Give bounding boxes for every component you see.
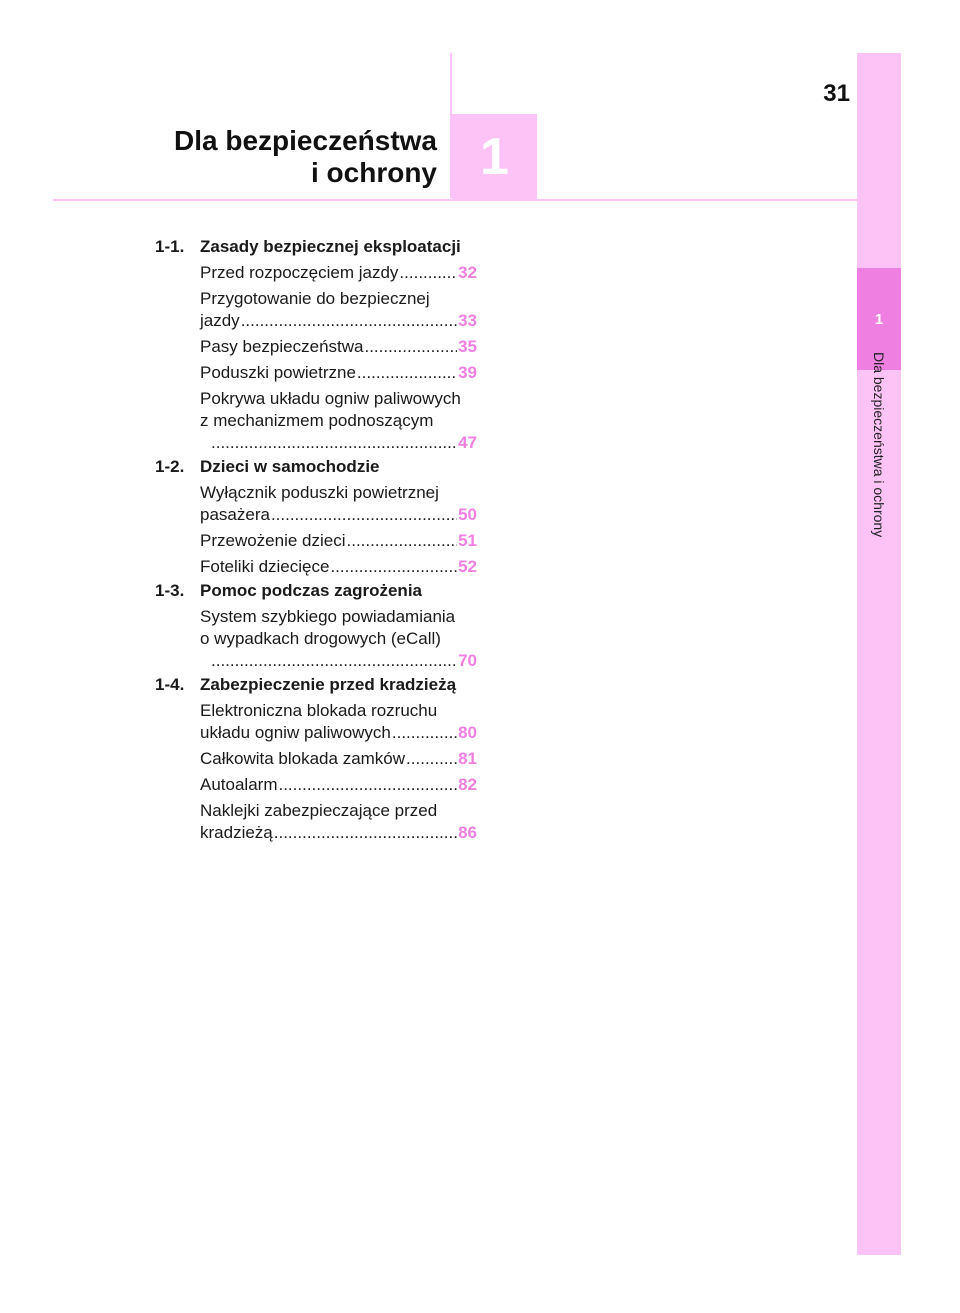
toc-entry-text: Pasy bezpieczeństwa <box>200 337 364 356</box>
toc-section-title: Zabezpieczenie przed kradzieżą <box>200 675 457 694</box>
chapter-title-line-2: i ochrony <box>310 157 437 188</box>
toc-section-number: 1-4. <box>155 675 185 694</box>
toc-section-number: 1-1. <box>155 237 185 256</box>
toc-entry-text: Elektroniczna blokada rozruchu <box>200 701 438 720</box>
toc-entry-text: kradzieżą <box>200 823 273 842</box>
toc-page-number[interactable]: 52 <box>458 557 477 576</box>
toc-section-title: Pomoc podczas zagrożenia <box>200 581 422 600</box>
toc-entry[interactable] <box>200 388 477 454</box>
toc-dot-leader <box>278 774 457 796</box>
toc-entry-text: pasażera <box>200 505 270 524</box>
toc-entry[interactable] <box>200 482 477 526</box>
toc-entry-text: Całkowita blokada zamków <box>200 749 406 768</box>
toc-page-number[interactable]: 33 <box>458 311 477 330</box>
toc-entry-text: Przed rozpoczęciem jazdy <box>200 263 399 282</box>
side-strip <box>857 53 901 1255</box>
toc-entry-leader-row <box>210 432 477 454</box>
toc-entry-text: z mechanizmem podnoszącym <box>200 411 434 430</box>
page-number: 31 <box>823 80 850 107</box>
toc-entry-text: System szybkiego powiadamiania <box>200 607 456 626</box>
toc-dot-leader <box>274 822 457 844</box>
toc-page-number[interactable]: 70 <box>458 651 477 670</box>
toc-entry[interactable] <box>200 288 477 332</box>
toc-entry[interactable] <box>200 530 477 552</box>
toc-dot-leader <box>399 262 457 284</box>
toc-entry-leader-row <box>200 722 477 744</box>
toc-dot-leader <box>271 504 457 526</box>
toc-entry-text: Foteliki dziecięce <box>200 557 330 576</box>
toc-page-number[interactable]: 32 <box>458 263 477 282</box>
toc-entry-leader-row <box>200 748 477 770</box>
toc-entry-leader-row <box>210 650 477 672</box>
toc-section-title: Dzieci w samochodzie <box>200 457 380 476</box>
toc-dot-leader <box>392 722 457 744</box>
toc-page-number[interactable]: 51 <box>458 531 477 550</box>
toc-dot-leader <box>357 362 457 384</box>
toc-entry[interactable] <box>200 800 477 844</box>
toc-dot-leader <box>347 530 458 552</box>
toc-page-number[interactable]: 81 <box>458 749 477 768</box>
toc-entry-text: Przewożenie dzieci <box>200 531 346 550</box>
toc-entry[interactable] <box>200 362 477 384</box>
toc-entry[interactable] <box>200 262 477 284</box>
toc-entry-text: Wyłącznik poduszki powietrznej <box>200 483 439 502</box>
toc-dot-leader <box>211 432 457 454</box>
toc-entry-leader-row <box>200 262 477 284</box>
toc-entry[interactable] <box>200 556 477 578</box>
toc-entry-leader-row <box>200 362 477 384</box>
toc-entry-leader-row <box>200 504 477 526</box>
chapter-title <box>174 125 437 189</box>
toc-entry[interactable] <box>200 606 477 672</box>
toc-entry-text: Autoalarm <box>200 775 278 794</box>
side-tab-chapter-title: Dla bezpieczeństwa i ochrony <box>871 352 887 538</box>
toc-entry-leader-row <box>200 530 477 552</box>
toc-section[interactable] <box>155 454 477 480</box>
toc-entry[interactable] <box>200 336 477 358</box>
toc-dot-leader <box>364 336 457 358</box>
toc-section-title: Zasady bezpiecznej eksploatacji <box>200 237 461 256</box>
toc-entry[interactable] <box>200 700 477 744</box>
toc-entry-text: Naklejki zabezpieczające przed <box>200 801 438 820</box>
toc-entry-text: układu ogniw paliwowych <box>200 723 391 742</box>
toc-section-number: 1-3. <box>155 581 185 600</box>
toc-page-number[interactable]: 47 <box>458 433 477 452</box>
toc-entry-leader-row <box>200 774 477 796</box>
toc-page-number[interactable]: 39 <box>458 363 477 382</box>
toc-entry[interactable] <box>200 748 477 770</box>
toc-section[interactable] <box>155 578 477 604</box>
toc-dot-leader <box>330 556 457 578</box>
toc-entry-text: jazdy <box>200 311 240 330</box>
toc-entry-text: Pokrywa układu ogniw paliwowych <box>200 389 461 408</box>
side-tab-chapter-number[interactable]: 1 <box>857 268 901 370</box>
toc-entry-text: o wypadkach drogowych (eCall) <box>200 629 441 648</box>
toc-page-number[interactable]: 82 <box>458 775 477 794</box>
toc-entry-leader-row <box>200 310 477 332</box>
toc-page-number[interactable]: 86 <box>458 823 477 842</box>
toc-page-number[interactable]: 50 <box>458 505 477 524</box>
toc-dot-leader <box>211 650 457 672</box>
toc-section-number: 1-2. <box>155 457 185 476</box>
toc-section[interactable] <box>155 672 477 698</box>
toc-dot-leader <box>406 748 457 770</box>
toc-entry-leader-row <box>200 336 477 358</box>
chapter-title-line-1: Dla bezpieczeństwa <box>174 125 437 156</box>
toc-section[interactable] <box>155 234 477 260</box>
toc-entry[interactable] <box>200 774 477 796</box>
toc-entry-leader-row <box>200 822 477 844</box>
toc-page-number[interactable]: 80 <box>458 723 477 742</box>
toc-page-number[interactable]: 35 <box>458 337 477 356</box>
table-of-contents <box>155 234 477 844</box>
toc-dot-leader <box>241 310 457 332</box>
toc-entry-text: Poduszki powietrzne <box>200 363 356 382</box>
header-rule <box>53 199 857 201</box>
toc-entry-text: Przygotowanie do bezpiecznej <box>200 289 430 308</box>
toc-entry-leader-row <box>200 556 477 578</box>
chapter-number-box: 1 <box>452 114 537 199</box>
